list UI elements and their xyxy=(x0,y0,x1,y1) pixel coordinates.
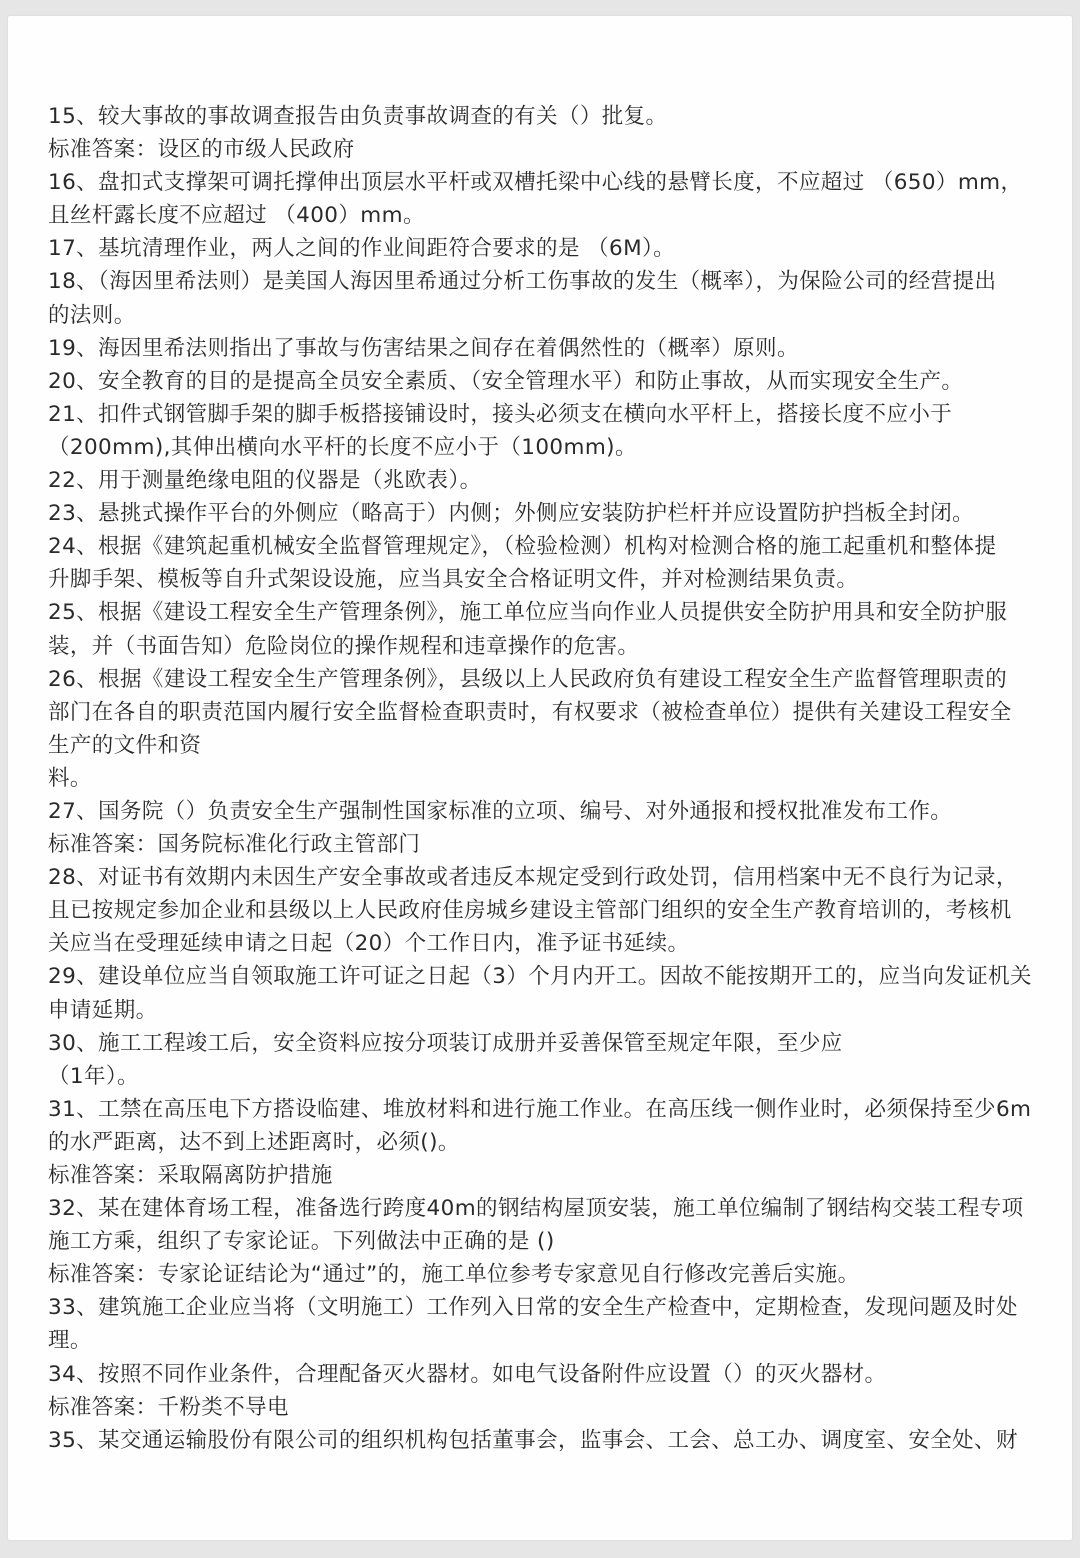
text-line: 30、施工工程竣工后，安全资料应按分项装订成册并妥善保管至规定年限，至少应 xyxy=(48,1030,843,1056)
text-line: 33、建筑施工企业应当将（文明施工）工作列入日常的安全生产检查中，定期检查，发现问题及时处 xyxy=(48,1295,1018,1321)
text-line: 生产的文件和资 xyxy=(48,732,202,758)
text-line: 28、对证书有效期内未因生产安全事故或者违反本规定受到行政处罚，信用档案中无不良行为记录， xyxy=(48,865,1018,891)
text-line: 21、扣件式钢管脚手架的脚手板搭接铺设时，接头必须支在横向水平杆上，搭接长度不应小于 xyxy=(48,401,953,427)
text-line: 29、建设单位应当自领取施工许可证之日起（3）个月内开工。因故不能按期开工的，应当向发证机关 xyxy=(48,964,1032,990)
text-line: 申请延期。 xyxy=(48,997,158,1023)
text-line: 17、基坑清理作业，两人之间的作业间距符合要求的是 （6M）。 xyxy=(48,236,676,262)
text-line: 16、盘扣式支撑架可调托撑伸出顶层水平杆或双槽托梁中心线的悬臂长度，不应超过 （650）mm， xyxy=(48,170,1023,196)
text-line: 34、按照不同作业条件，合理配备灭火器材。如电气设备附件应设置（）的灭火器材。 xyxy=(48,1361,887,1387)
text-line: 标准答案：采取隔离防护措施 xyxy=(48,1163,333,1188)
text-line: 关应当在受理延续申请之日起（20）个工作日内，准予证书延续。 xyxy=(48,931,690,957)
text-line: 15、较大事故的事故调查报告由负责事故调查的有关（）批复。 xyxy=(48,104,668,129)
text-line: 24、根据《建筑起重机械安全监督管理规定》，（检验检测）机构对检测合格的施工起重机和整体提 xyxy=(48,534,997,560)
text-line: 标准答案：专家论证结论为“通过”的，施工单位参考专家意见自行修改完善后实施。 xyxy=(48,1262,860,1288)
text-line: 施工方乘，组织了专家论证。下列做法中正确的是 () xyxy=(48,1229,555,1255)
text-line: 且已按规定参加企业和县级以上人民政府佳房城乡建设主管部门组织的安全生产教育培训的，考核机 xyxy=(48,898,1012,924)
text-line: 26、根据《建设工程安全生产管理条例》，县级以上人民政府负有建设工程安全生产监督管理职责的 xyxy=(48,666,1008,692)
document-page xyxy=(8,16,1072,1540)
text-line: 27、国务院（）负责安全生产强制性国家标准的立项、编号、对外通报和授权批准发布工作。 xyxy=(48,798,953,824)
text-line: 理。 xyxy=(48,1328,92,1354)
text-line: 23、悬挑式操作平台的外侧应（略高于）内侧；外侧应安装防护栏杆并应设置防护挡板全封闭。 xyxy=(48,501,975,527)
text-line: （1年）。 xyxy=(48,1063,139,1089)
text-line: 标准答案：千粉类不导电 xyxy=(48,1394,289,1420)
text-line: 35、某交通运输股份有限公司的组织机构包括董事会，监事会、工会、总工办、调度室、安全处、财 xyxy=(48,1427,1018,1453)
text-line: 标准答案：设区的市级人民政府 xyxy=(48,137,355,163)
text-line: 20、安全教育的目的是提高全员安全素质、（安全管理水平）和防止事故，从而实现安全生产。 xyxy=(48,368,964,394)
text-line: 料。 xyxy=(48,765,92,791)
text-line: 的法则。 xyxy=(48,302,136,328)
text-line: 标准答案：国务院标准化行政主管部门 xyxy=(48,832,421,858)
text-line: 31、工禁在高压电下方搭设临建、堆放材料和进行施工作业。在高压线一侧作业时，必须保持至少6m xyxy=(48,1096,1032,1122)
document-text xyxy=(48,100,1048,1457)
text-line: 部门在各自的职责范国内履行安全监督检查职责时，有权要求（被检查单位）提供有关建设工程安全 xyxy=(48,699,1012,725)
text-line: 32、某在建体育场工程，准备选行跨度40m的钢结构屋顶安装，施工单位编制了钢结构交装工程专项 xyxy=(48,1196,1024,1222)
text-line: 装，并（书面告知）危险岗位的操作规程和违章操作的危害。 xyxy=(48,633,640,659)
text-line: 且丝杆露长度不应超过 （400）mm。 xyxy=(48,203,425,229)
text-line: 25、根据《建设工程安全生产管理条例》，施工单位应当向作业人员提供安全防护用具和安全防护服 xyxy=(48,600,1008,626)
text-line: 升脚手架、模板等自升式架设设施，应当具安全合格证明文件，并对检测结果负责。 xyxy=(48,567,859,593)
text-line: 18、（海因里希法则）是美国人海因里希通过分析工伤事故的发生（概率），为保险公司的经营提出 xyxy=(48,269,997,295)
text-line: 19、海因里希法则指出了事故与伤害结果之间存在着偶然性的（概率）原则。 xyxy=(48,335,799,361)
text-line: 22、用于测量绝缘电阻的仪器是（兆欧表）。 xyxy=(48,468,482,494)
text-line: （200mm),其伸出横向水平杆的长度不应小于（100mm)。 xyxy=(48,434,637,460)
text-line: 的水严距离，达不到上述距离时，必须()。 xyxy=(48,1129,460,1155)
